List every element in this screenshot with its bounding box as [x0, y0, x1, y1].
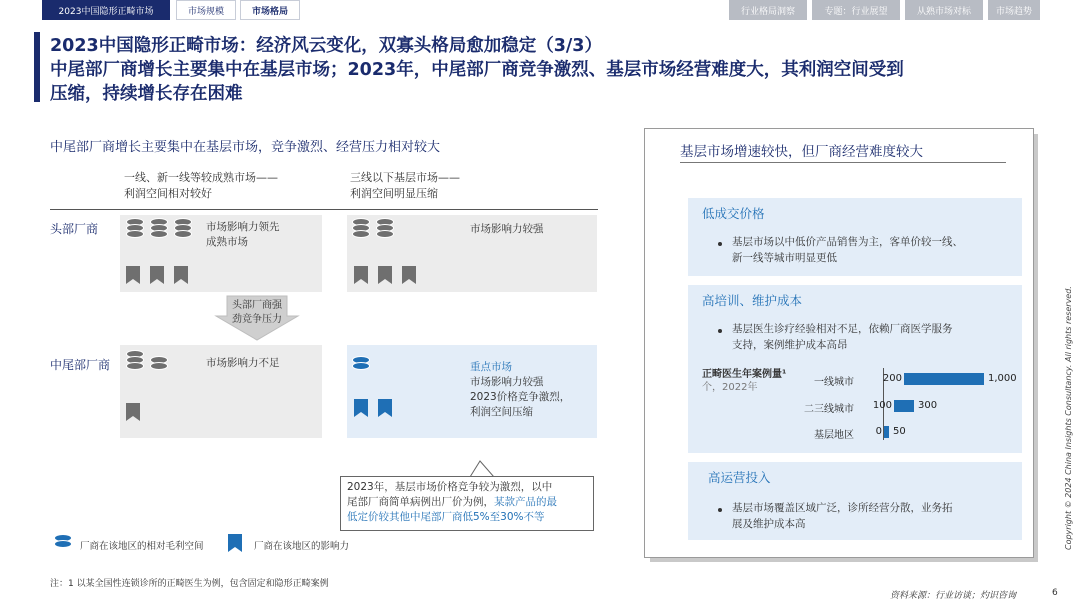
col1-header	[124, 170, 278, 202]
tab-label: 市场趋势	[995, 6, 1032, 17]
price-competition-callout	[340, 476, 594, 531]
cell-text-line: 市场影响力较强	[470, 376, 544, 388]
legend-coin-label: 厂商在该地区的相对毛利空间	[80, 541, 204, 552]
tab-industry-insight[interactable]	[729, 0, 807, 20]
tab-label: 从熟市场对标	[916, 6, 971, 17]
coin-icon	[54, 534, 72, 550]
chart-category-label: 基层地区	[814, 430, 854, 441]
coin-icon	[126, 350, 144, 372]
cell-text-mid-grassroots	[470, 360, 570, 420]
box-high-opex-text	[732, 500, 953, 532]
tab-outlook[interactable]	[812, 0, 900, 20]
coin-icon	[352, 218, 370, 240]
col1-header-line2: 利润空间相对较好	[124, 187, 212, 200]
right-panel-title: 基层市场增速较快，但厂商经营难度较大	[680, 144, 923, 160]
row-label-mid-tail-vendors: 中尾部厂商	[50, 358, 111, 372]
cell-text-line: 市场影响力领先	[206, 221, 280, 233]
chart-bar	[884, 426, 889, 438]
chart-bar	[904, 373, 984, 385]
chart-bar	[894, 400, 914, 412]
tab-market-size[interactable]	[176, 0, 236, 20]
cell-text-top-grassroots: 市场影响力较强	[470, 223, 544, 235]
title-accent-bar	[34, 32, 40, 102]
arrow-label-line: 头部厂商强	[232, 300, 282, 311]
arrow-label-line: 劲竞争压力	[232, 314, 282, 325]
box-high-cost-text	[732, 321, 953, 353]
body-line: 支持，案例维护成本高昂	[732, 339, 848, 351]
chart-category-label: 二三线城市	[804, 404, 854, 415]
tab-market-structure[interactable]	[240, 0, 300, 20]
chart-high-value-label: 50	[893, 426, 906, 437]
footnote: 注：1 以某全国性连锁诊所的正畸医生为例，包含固定和隐形正畸案例	[50, 579, 329, 589]
arrow-label	[229, 299, 285, 327]
cell-text-top-mature	[206, 220, 280, 250]
col1-header-line1: 一线、新一线等较成熟市场——	[124, 171, 278, 184]
callout-highlight: 某款产品的最	[494, 496, 557, 508]
chart-high-value-label: 300	[918, 400, 938, 411]
chart-high-value-label: 1,000	[988, 373, 1017, 384]
box-high-cost-title: 高培训、维护成本	[702, 293, 803, 308]
bullet-dot	[718, 329, 722, 333]
page-title	[50, 34, 1050, 106]
callout-line	[347, 495, 587, 510]
body-line: 新一线等城市明显更低	[732, 252, 837, 264]
chart-category-label: 一线城市	[814, 377, 854, 388]
tab-benchmark[interactable]	[905, 0, 983, 20]
chart-low-value-label: 0	[875, 426, 882, 437]
cell-text-line: 成熟市场	[206, 236, 248, 248]
title-line-3: 压缩，持续增长存在困难	[50, 84, 243, 104]
coin-icon	[150, 218, 168, 240]
callout-text: 尾部厂商简单病例出厂价为例，	[347, 496, 494, 508]
col2-header-line2: 利润空间明显压缩	[350, 187, 438, 200]
body-line: 展及维护成本高	[732, 518, 806, 530]
tab-label: 专题：行业展望	[824, 6, 888, 17]
copyright-text: Copyright © 2024 China Insights Consultancy. All rights reserved.	[1064, 286, 1073, 550]
source-text: 资料来源：行业访谈；灼识咨询	[890, 591, 1017, 601]
tab-label: 2023中国隐形正畸市场	[58, 6, 154, 17]
tab-trends[interactable]	[988, 0, 1040, 20]
left-section-title: 中尾部厂商增长主要集中在基层市场，竞争激烈、经营压力相对较大	[50, 140, 441, 155]
chart-low-value-label: 200	[882, 373, 902, 384]
tab-label: 市场规模	[187, 6, 224, 17]
chart-subtitle: 个，2022年	[702, 382, 758, 393]
title-line-1: 2023中国隐形正畸市场：经济风云变化，双寡头格局愈加稳定（3/3）	[50, 36, 602, 56]
header-divider	[50, 209, 598, 210]
box-high-opex-title: 高运营投入	[708, 470, 771, 485]
tab-2023-market[interactable]	[42, 0, 170, 20]
title-line-2: 中尾部厂商增长主要集中在基层市场；2023年，中尾部厂商竞争激烈、基层市场经营难度大，其利润空间受到	[50, 60, 904, 80]
cell-text-mid-mature: 市场影响力不足	[206, 357, 280, 369]
cell-text-line: 2023价格竞争激烈，	[470, 391, 571, 403]
coin-icon	[352, 356, 370, 372]
panel-divider	[680, 162, 1006, 163]
col2-header-line1: 三线以下基层市场——	[350, 171, 460, 184]
bookmark-icon	[228, 534, 242, 552]
callout-line: 2023年，基层市场价格竞争较为激烈，以中	[347, 481, 553, 493]
callout-highlight: 低定价较其他中尾部厂商低5%至30%不等	[347, 511, 545, 523]
focus-market-label: 重点市场	[470, 361, 512, 373]
page-number: 6	[1052, 588, 1058, 598]
legend-bookmark-label: 厂商在该地区的影响力	[254, 541, 350, 552]
coin-icon	[376, 218, 394, 240]
box-low-price-text	[732, 234, 963, 266]
body-line: 基层市场以中低价产品销售为主，客单价较一线、	[732, 236, 963, 248]
col2-header	[350, 170, 460, 202]
chart-heading	[702, 368, 786, 394]
bullet-dot	[718, 242, 722, 246]
chart-low-value-label: 100	[872, 400, 892, 411]
coin-icon	[150, 356, 168, 372]
body-line: 基层医生诊疗经验相对不足，依赖厂商医学服务	[732, 323, 953, 335]
chart-title: 正畸医生年案例量¹	[702, 369, 787, 380]
coin-icon	[174, 218, 192, 240]
box-low-price-title: 低成交价格	[702, 206, 765, 221]
row-label-top-vendors: 头部厂商	[50, 222, 99, 236]
tab-label: 行业格局洞察	[740, 6, 795, 17]
body-line: 基层市场覆盖区域广泛，诊所经营分散，业务拓	[732, 502, 953, 514]
tab-label: 市场格局	[251, 6, 288, 17]
cell-text-line: 利润空间压缩	[470, 406, 533, 418]
bullet-dot	[718, 508, 722, 512]
coin-icon	[126, 218, 144, 240]
